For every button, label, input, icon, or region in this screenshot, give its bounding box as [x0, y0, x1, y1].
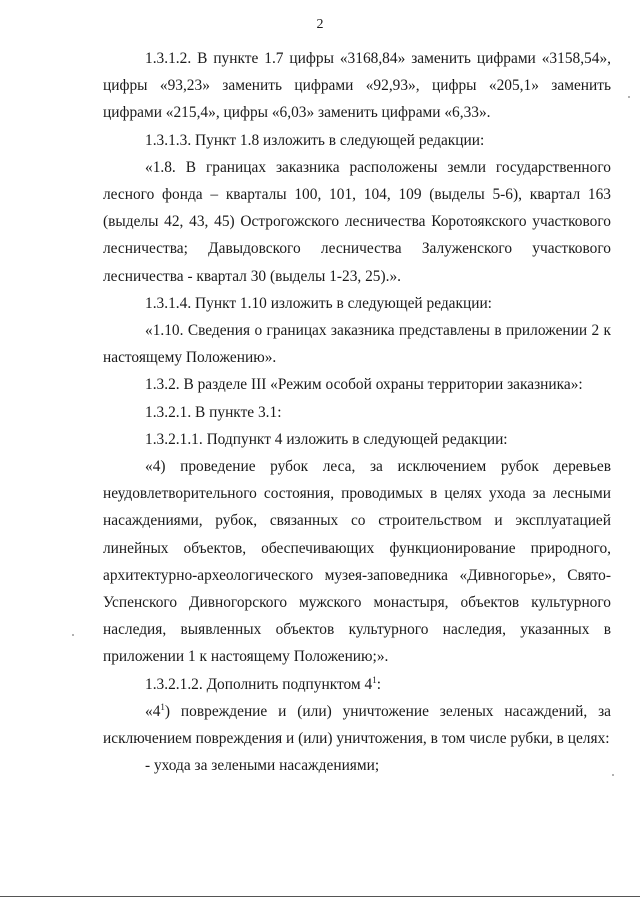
paragraph-1-3-2-1-2-text: 1.3.2.1.2. Дополнить подпунктом 4 [145, 675, 373, 693]
paragraph-quote-1-10: «1.10. Сведения о границах заказника представлены в приложении 2 к настоящему Положению». [103, 322, 611, 367]
paragraph-1-3-1-4: 1.3.1.4. Пункт 1.10 изложить в следующей редакции: [145, 294, 492, 312]
quote-open: «4 [145, 702, 161, 720]
paragraph-quote-subitem-4-1 [103, 698, 611, 752]
paragraph-1-3-2-1: 1.3.2.1. В пункте 3.1: [145, 403, 282, 421]
paragraph-1-3-1-2: 1.3.1.2. В пункте 1.7 цифры «3168,84» заменить цифрами «3158,54», цифры «93,23» заменить цифрами «92,93», цифры «205,1» заменить цифрами «215,4», цифры «6,03» заменить цифрами «6,33». [103, 50, 611, 122]
paragraph-quote-1-8: «1.8. В границах заказника расположены земли государственного лесного фонда – кварталы 100, 101, 104, 109 (выделы 5-6), квартал 163 (выделы 42, 43, 45) Острогожского лесничества Коротоякского участкового лесничества; Давыдовского лесничества Залуженского участкового лесничества - квартал 30 (выделы 1-23, 25).». [103, 158, 611, 285]
paragraph-quote-subitem-4: «4) проведение рубок леса, за исключением рубок деревьев неудовлетворительного состояния, проводимых в целях ухода за лесными насаждениями, рубок, связанных со строительством и эксплуатацией линейных объектов, обеспечивающих функционирование природного, архитектурно-археологического музея-заповедника «Дивногорье», Свято-Успенского Дивногорского мужского монастыря, объектов культурного наследия, выявленных объектов культурного наследия, указанных в приложении 1 к настоящему Положению;». [103, 458, 611, 666]
paragraph-1-3-1-3: 1.3.1.3. Пункт 1.8 изложить в следующей редакции: [145, 131, 485, 149]
scan-speck [628, 96, 630, 98]
page-bottom-edge [0, 896, 640, 897]
superscript-index: 1 [372, 674, 377, 685]
paragraph-list-item: - ухода за зелеными насаждениями; [145, 757, 380, 775]
superscript-index: 1 [160, 701, 165, 712]
document-body [103, 45, 611, 779]
paragraph-1-3-2-1-2 [103, 671, 611, 698]
paragraph-1-3-2-1-2-end: : [376, 675, 381, 693]
paragraph-quote-subitem-4-1-text: ) повреждение и (или) уничтожение зеленых насаждений, за исключением повреждения и (или) уничтожения, в том числе рубки, в целях: [103, 702, 611, 748]
paragraph-1-3-2-1-1: 1.3.2.1.1. Подпункт 4 изложить в следующей редакции: [145, 430, 508, 448]
paragraph-1-3-2: 1.3.2. В разделе III «Режим особой охраны территории заказника»: [145, 376, 583, 394]
scan-speck [72, 634, 74, 636]
scan-speck [612, 774, 614, 776]
page-number: 2 [316, 17, 324, 32]
